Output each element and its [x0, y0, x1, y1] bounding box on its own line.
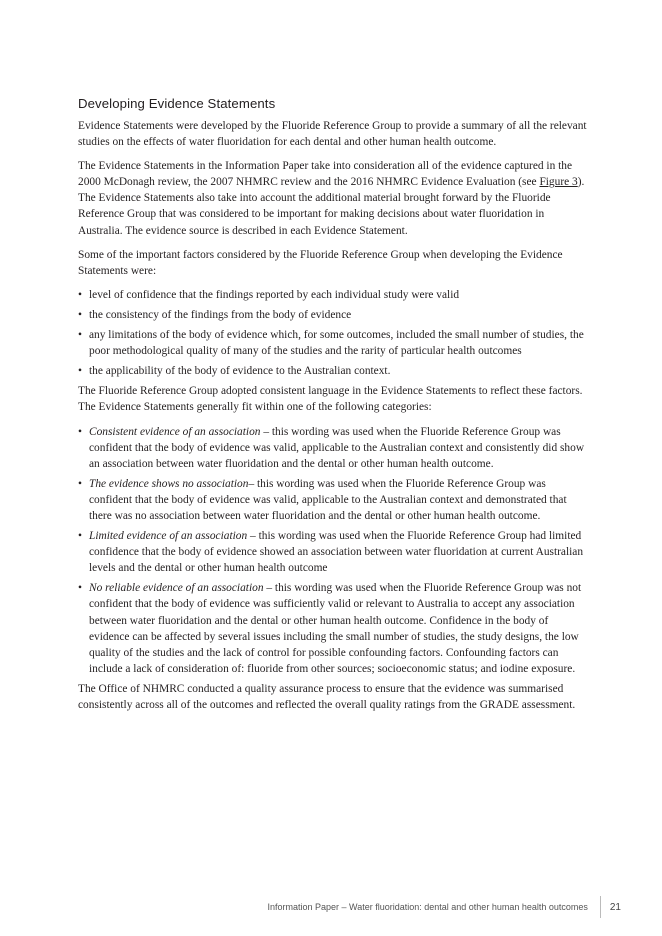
category-term: No reliable evidence of an association — [89, 582, 264, 595]
bullet-icon: • — [78, 308, 82, 321]
paragraph-text: ). The Evidence Statements also take into account the additional material brought forward by the Fluoride Reference Group that was considered to be important for making decisions about water fluoridation in Australia. The evidence source is described in each Evidence Statement. — [78, 176, 585, 237]
paragraph-factors-intro: Some of the important factors considered by the Fluoride Reference Group when developing the Evidence Statements were: — [78, 248, 563, 277]
category-description: – this wording was used when the Fluoride Reference Group was confident that the body of evidence was valid, applicable to the Australian context and demonstrated that there was no association between water fluoridation and the dental or other human health outcome. — [89, 477, 567, 522]
list-item — [78, 580, 590, 677]
document-body — [78, 96, 590, 721]
page-footer — [268, 896, 621, 918]
paragraph-quality-assurance: The Office of NHMRC conducted a quality assurance process to ensure that the evidence was summarised consistently across all of the outcomes and reflected the overall quality ratings from the GRADE assessment. — [78, 682, 576, 711]
categories-list — [78, 424, 590, 677]
list-item — [78, 327, 590, 359]
section-heading: Developing Evidence Statements — [78, 96, 276, 111]
list-item — [78, 287, 590, 303]
paragraph-evidence-sources — [78, 158, 590, 238]
category-term: Limited evidence of an association — [89, 530, 248, 543]
bullet-icon: • — [78, 582, 82, 595]
footer-divider — [600, 896, 601, 918]
list-item-text: the consistency of the findings from the body of evidence — [89, 308, 352, 321]
list-item-text: the applicability of the body of evidence to the Australian context. — [89, 365, 391, 378]
list-item-text: any limitations of the body of evidence which, for some outcomes, included the small number of studies, the poor methodological quality of many of the studies and the rarity of particular health outcomes — [89, 329, 584, 358]
list-item-text: level of confidence that the findings reported by each individual study were valid — [89, 288, 460, 301]
footer-title: Information Paper – Water fluoridation: dental and other human health outcomes — [267, 902, 588, 912]
list-item — [78, 476, 590, 524]
bullet-icon: • — [78, 477, 82, 490]
bullet-icon: • — [78, 288, 82, 301]
page-number: 21 — [609, 901, 621, 913]
category-term: The evidence shows no association — [89, 477, 249, 490]
list-item — [78, 363, 590, 379]
bullet-icon: • — [78, 329, 82, 342]
category-term: Consistent evidence of an association — [89, 425, 261, 438]
figure-3-link[interactable]: Figure 3 — [539, 176, 578, 189]
bullet-icon: • — [78, 530, 82, 543]
bullet-icon: • — [78, 365, 82, 378]
factors-list — [78, 287, 590, 379]
list-item — [78, 307, 590, 323]
paragraph-text: The Evidence Statements in the Information Paper take into consideration all of the evidence captured in the 2000 McDonagh review, the 2007 NHMRC review and the 2016 NHMRC Evidence Evaluation (see — [78, 160, 573, 189]
category-description: – this wording was used when the Fluoride Reference Group was not confident that the body of evidence was sufficiently valid or relevant to Australia to accept any association between water fluoridation and the dental or other human health outcome. Confidence in the body of evidence can be affected by several issues including the small number of studies, the study designs, the low quality of the studies and the lack of control for possible confounding factors. Confounding factors can include a lack of consideration of: fluoride from other sources; socioeconomic status; and iodine exposure. — [89, 582, 582, 675]
category-description: – this wording was used when the Fluoride Reference Group had limited confidence that the body of evidence showed an association between water fluoridation at current Australian levels and the dental or other human health outcome — [89, 530, 584, 575]
list-item — [78, 528, 590, 576]
category-description: – this wording was used when the Fluoride Reference Group was confident that the body of evidence was valid, applicable to the Australian context and consistently did show an association between water fluoridation and the dental or other human health outcome. — [89, 425, 585, 470]
paragraph-intro: Evidence Statements were developed by the Fluoride Reference Group to provide a summary of all the relevant studies on the effects of water fluoridation for each dental and other human health outcome. — [78, 120, 587, 149]
bullet-icon: • — [78, 425, 82, 438]
list-item — [78, 424, 590, 472]
paragraph-categories-intro: The Fluoride Reference Group adopted consistent language in the Evidence Statements to reflect these factors. The Evidence Statements generally fit within one of the following categories: — [78, 385, 583, 414]
